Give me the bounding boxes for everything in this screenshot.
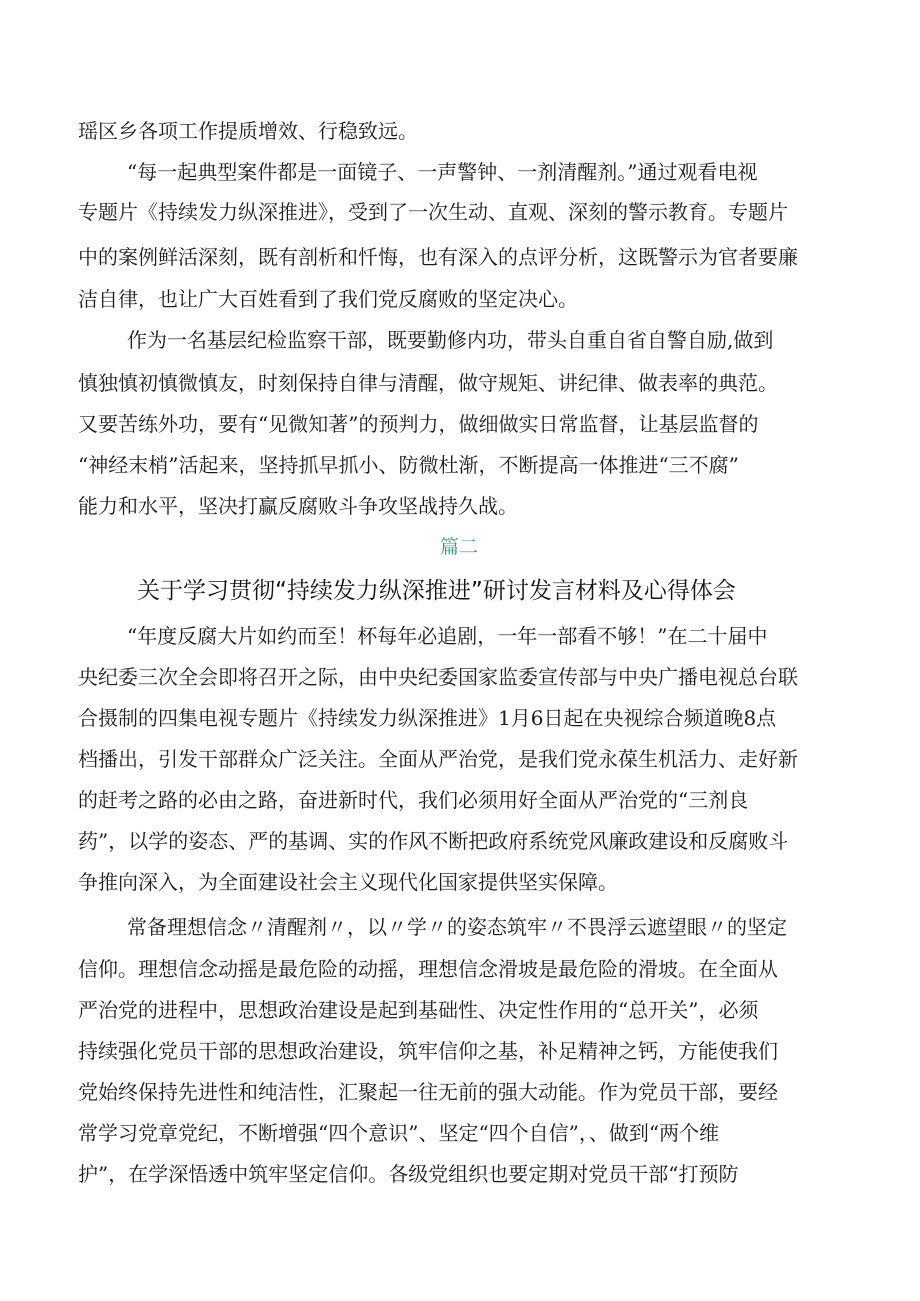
body-line: 党始终保持先进性和纯洁性，汇聚起一往无前的强大动能。作为党员干部，要经	[78, 1080, 778, 1104]
body-line: 常学习党章党纪，不断增强“四个意识”、坚定“四个自信”，、做到“两个维	[78, 1121, 720, 1145]
body-line: 药”，以学的姿态、严的基调、实的作风不断把政府系统党风廉政建设和反腐败斗	[78, 829, 789, 853]
body-line: “每一起典型案件都是一面镜子、一声警钟、一剂清醒剂。”通过观看电视	[127, 160, 758, 184]
body-line: “年度反腐大片如约而至！杯每年必追剧，一年一部看不够！”在二十届中	[127, 624, 768, 648]
body-line: 信仰。理想信念动摇是最危险的动摇，理想信念滑坡是最危险的滑坡。在全面从	[78, 957, 778, 981]
body-line: 中的案例鲜活深刻，既有剖析和忏悔，也有深入的点评分析，这既警示为官者要廉	[78, 245, 798, 269]
body-line: 档播出，引发干部群众广泛关注。全面从严治党，是我们党永葆生机活力、走好新	[78, 747, 798, 771]
section-label: 篇二	[440, 536, 479, 558]
body-line: 护”，在学深悟透中筑牢坚定信仰。各级党组织也要定期对党员干部“打预防	[78, 1162, 739, 1186]
body-line: 专题片《持续发力纵深推进》，受到了一次生动、直观、深刻的警示教育。专题片	[78, 200, 788, 224]
article-title: 关于学习贯彻“持续发力纵深推进”研讨发言材料及心得体会	[137, 578, 736, 604]
body-line: 常备理想信念〃清醒剂〃，以〃学〃的姿态筑牢〃不畏浮云遮望眼〃的坚定	[127, 915, 787, 939]
body-line: 持续强化党员干部的思想政治建设，筑牢信仰之基，补足精神之钙，方能使我们	[78, 1039, 778, 1063]
body-line: 慎独慎初慎微慎友，时刻保持自律与清醒，做守规矩、讲纪律、做表率的典范。	[78, 371, 778, 395]
body-line: 央纪委三次全会即将召开之际，由中央纪委国家监委宣传部与中央广播电视总台联	[78, 665, 798, 689]
body-line: 又要苦练外功，要有“见微知著”的预判力，做细做实日常监督，让基层监督的	[78, 412, 759, 436]
body-line: 洁自律，也让广大百姓看到了我们党反腐败的坚定决心。	[78, 287, 578, 311]
body-line: 能力和水平，坚决打赢反腐败斗争攻坚战持久战。	[78, 494, 518, 518]
body-line: 作为一名基层纪检监察干部，既要勤修内功，带头自重自省自警自励,做到	[127, 328, 774, 352]
body-line: 的赶考之路的必由之路，奋进新时代，我们必须用好全面从严治党的“三剂良	[78, 788, 749, 812]
body-line: 严治党的进程中，思想政治建设是起到基础性、决定性作用的“总开关”，必须	[78, 998, 759, 1022]
body-line: 合摄制的四集电视专题片《持续发力纵深推进》1月6日起在央视综合频道晚8点	[78, 706, 777, 730]
body-line: 争推向深入，为全面建设社会主义现代化国家提供坚实保障。	[78, 870, 618, 894]
body-line: “神经末梢”活起来，坚持抓早抓小、防微杜渐，不断提高一体推进“三不腐”	[78, 453, 739, 477]
body-line: 瑶区乡各项工作提质增效、行稳致远。	[78, 119, 418, 143]
